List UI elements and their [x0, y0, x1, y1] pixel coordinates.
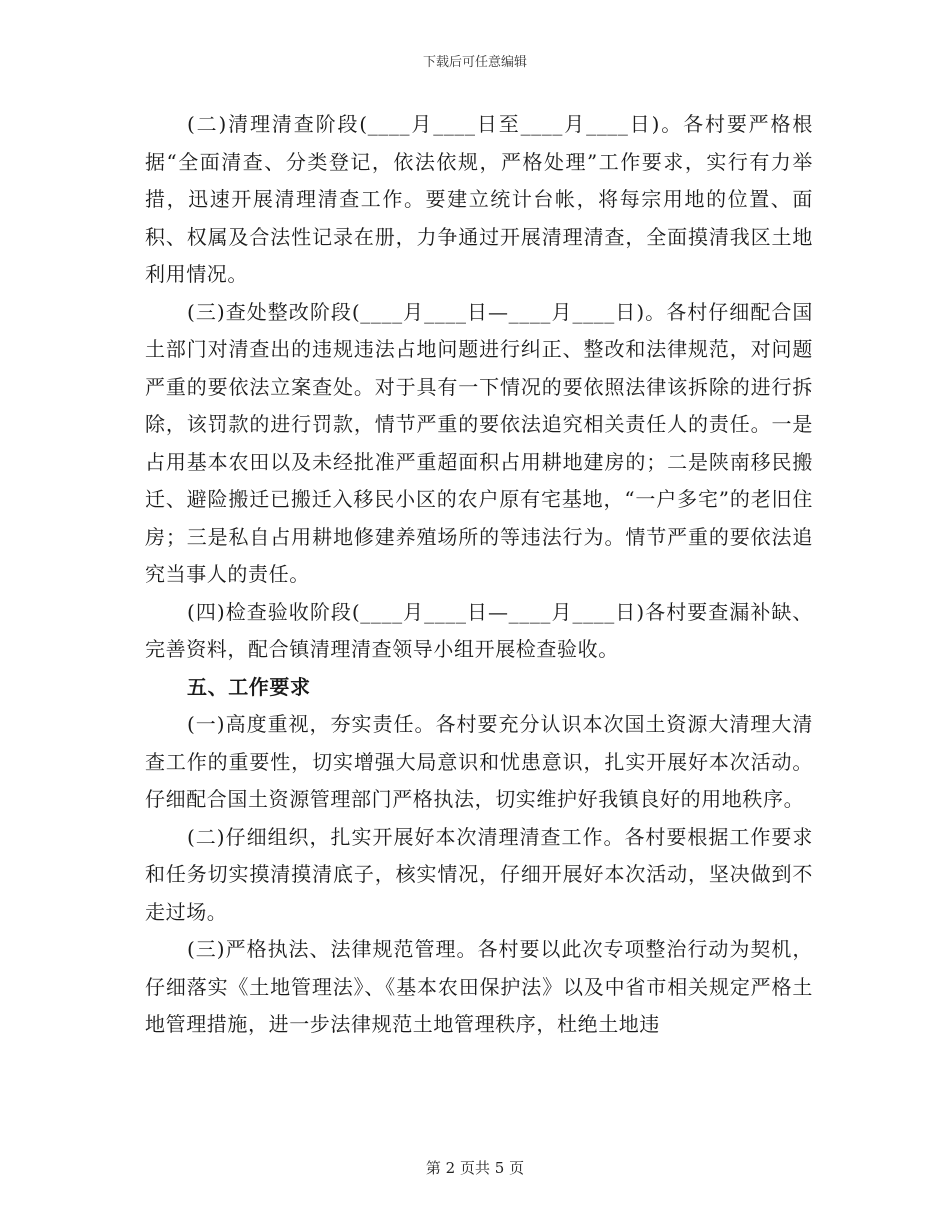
paragraph-cleanup-stage: (二)清理清查阶段(____月____日至____月____日)。各村要严格根据“全面清查、分类登记，依法依规，严格处理”工作要求，实行有力举措，迅速开展清理清查工作。要建立统计台帐，将每宗用地的位置、面积、权属及合法性记录在册，力争通过开展清理清查，全面摸清我区土地利用情况。: [145, 112, 813, 286]
paragraph-requirement-3: (三)严格执法、法律规范管理。各村要以此次专项整治行动为契机，仔细落实《土地管理法》、《基本农田保护法》以及中省市相关规定严格土地管理措施，进一步法律规范土地管理秩序，杜绝土地违: [145, 937, 813, 1036]
paragraph-rectification-stage: (三)查处整改阶段(____月____日—____月____日)。各村仔细配合国土部门对清查出的违规违法占地问题进行纠正、整改和法律规范，对问题严重的要依法立案查处。对于具有一下情况的要依照法律该拆除的进行拆除，该罚款的进行罚款，情节严重的要依法追究相关责任人的责任。一是占用基本农田以及未经批准严重超面积占用耕地建房的；二是陕南移民搬迁、避险搬迁已搬迁入移民小区的农户原有宅基地，“一户多宅”的老旧住房；三是私自占用耕地修建养殖场所的等违法行为。情节严重的要依法追究当事人的责任。: [145, 299, 813, 586]
paragraph-requirement-1: (一)高度重视，夯实责任。各村要充分认识本次国土资源大清理大清查工作的重要性，切实增强大局意识和忧患意识，扎实开展好本次活动。仔细配合国土资源管理部门严格执法，切实维护好我镇良好的用地秩序。: [145, 712, 813, 811]
document-body: [145, 106, 813, 1044]
section-heading-work-requirements: 五、工作要求: [187, 674, 311, 699]
page-header: 下载后可任意编辑: [422, 55, 527, 70]
page-footer: 第 2 页共 5 页: [425, 1159, 525, 1177]
paragraph-inspection-stage: (四)检查验收阶段(____月____日—____月____日)各村要查漏补缺、完善资料，配合镇清理清查领导小组开展检查验收。: [145, 599, 813, 661]
paragraph-requirement-2: (二)仔细组织，扎实开展好本次清理清查工作。各村要根据工作要求和任务切实摸清摸清底子，核实情况，仔细开展好本次活动，坚决做到不走过场。: [145, 824, 813, 924]
